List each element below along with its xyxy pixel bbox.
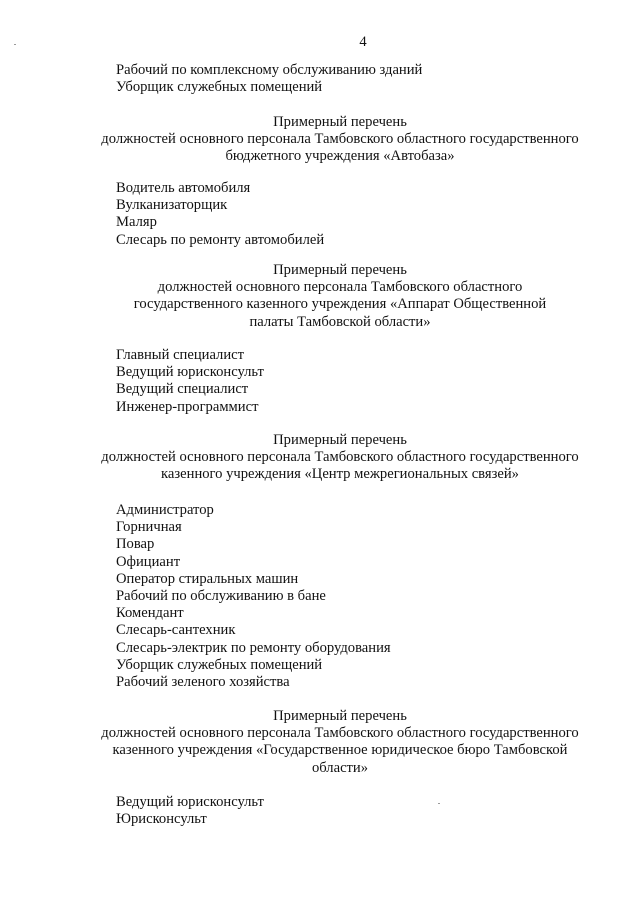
heading-line: области» xyxy=(311,759,369,776)
list-item: Оператор стиральных машин xyxy=(116,570,299,587)
heading-line: казенного учреждения «Центр межрегиональных связей» xyxy=(161,466,519,483)
heading-line: должностей основного персонала Тамбовского областного xyxy=(157,279,523,296)
heading-line: Примерный перечень xyxy=(273,432,407,448)
list-item: Уборщик служебных помещений xyxy=(116,656,323,673)
section-item-list-apparat xyxy=(116,347,264,416)
list-item: Вулканизаторщик xyxy=(116,197,228,214)
list-item: Администратор xyxy=(116,502,214,518)
heading-line: казенного учреждения «Государственное юридическое бюро Тамбовской xyxy=(112,742,568,759)
list-item: Рабочий по обслуживанию в бане xyxy=(116,587,326,604)
heading-line: бюджетного учреждения «Автобаза» xyxy=(225,148,455,165)
heading-line: должностей основного персонала Тамбовского областного государственного xyxy=(101,725,579,742)
section-heading-centr xyxy=(60,432,620,484)
list-item: Комендант xyxy=(116,605,184,622)
list-item: Рабочий по комплексному обслуживанию зданий xyxy=(116,62,423,78)
list-item: Повар xyxy=(116,536,155,553)
scan-speck xyxy=(438,803,440,804)
list-item: Слесарь по ремонту автомобилей xyxy=(116,231,325,248)
section-item-list-yurburo xyxy=(116,794,264,828)
list-item: Юрисконсульт xyxy=(116,811,207,828)
heading-line: Примерный перечень xyxy=(273,262,407,278)
list-item: Слесарь-электрик по ремонту оборудования xyxy=(116,639,391,656)
heading-line: палаты Тамбовской области» xyxy=(249,313,431,330)
list-item: Слесарь-сантехник xyxy=(116,622,236,639)
list-item: Ведущий юрисконсульт xyxy=(116,364,264,381)
heading-line: государственного казенного учреждения «Аппарат Общественной xyxy=(133,296,547,313)
list-item: Маляр xyxy=(116,214,157,231)
heading-line: должностей основного персонала Тамбовского областного государственного xyxy=(101,449,579,466)
list-item: Рабочий зеленого хозяйства xyxy=(116,673,290,690)
page-number: 4 xyxy=(359,34,367,50)
section-heading-yurburo xyxy=(60,708,620,777)
heading-line: Примерный перечень xyxy=(273,114,407,130)
heading-line: Примерный перечень xyxy=(273,708,407,724)
section-heading-apparat xyxy=(60,262,620,331)
list-item: Водитель автомобиля xyxy=(116,180,251,196)
section-item-list-avtobaza xyxy=(116,180,324,249)
scan-speck xyxy=(14,44,16,45)
list-item: Уборщик служебных помещений xyxy=(116,79,323,96)
intro-item-list xyxy=(116,62,422,96)
list-item: Инженер-программист xyxy=(116,398,259,415)
list-item: Главный специалист xyxy=(116,347,245,363)
list-item: Ведущий специалист xyxy=(116,381,249,398)
list-item: Ведущий юрисконсульт xyxy=(116,794,264,810)
section-item-list-centr xyxy=(116,502,391,691)
section-heading-avtobaza xyxy=(60,114,620,166)
list-item: Горничная xyxy=(116,519,182,536)
list-item: Официант xyxy=(116,553,181,570)
heading-line: должностей основного персонала Тамбовского областного государственного xyxy=(101,131,579,148)
